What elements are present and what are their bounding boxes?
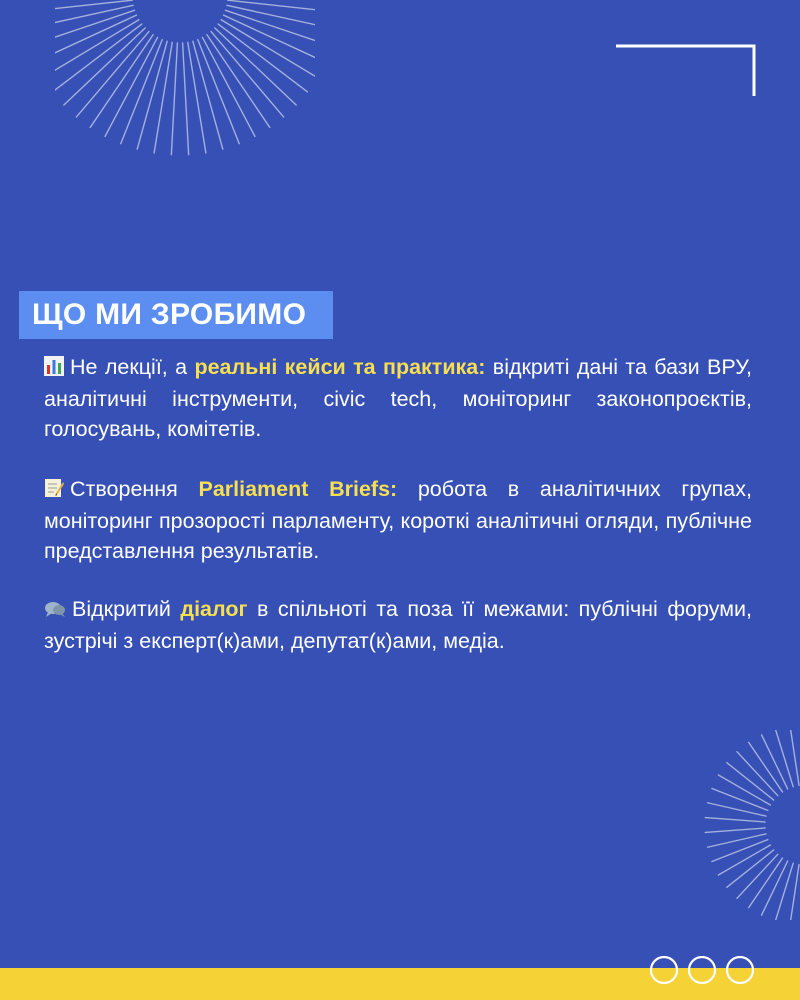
item-highlight: діалог xyxy=(180,597,248,621)
list-item-briefs xyxy=(44,474,752,566)
bar-chart-icon xyxy=(44,354,64,384)
speech-bubble-icon xyxy=(44,596,66,626)
section-heading: ЩО МИ ЗРОБИМО xyxy=(19,291,333,339)
item-text-before: Не лекції, а xyxy=(70,355,195,379)
item-text-after: в спільноті та поза її межами: публічні форуми, зустрічі з експерт(к)ами, депутат(к)ами, медіа. xyxy=(44,597,752,653)
memo-icon xyxy=(44,476,64,506)
item-highlight: Parliament Briefs: xyxy=(198,477,398,501)
item-text-after: відкриті дані та бази ВРУ, аналітичні інструменти, civic tech, моніторинг законопроєктів, голосувань, комітетів. xyxy=(44,355,753,441)
item-text-before: Створення xyxy=(70,477,199,501)
list-item-dialog xyxy=(44,594,752,656)
item-highlight: реальні кейси та практика: xyxy=(194,355,486,379)
sunburst-decoration-top xyxy=(55,0,315,165)
list-item-cases xyxy=(44,352,752,444)
sunburst-decoration-bottom xyxy=(690,730,800,920)
pagination-dots xyxy=(648,956,760,988)
corner-bracket-decoration xyxy=(616,44,758,98)
item-text-after: робота в аналітичних групах, моніторинг прозорості парламенту, короткі аналітичні огляди, публічне представлення результатів. xyxy=(44,477,752,563)
item-text-before: Відкритий xyxy=(72,597,181,621)
